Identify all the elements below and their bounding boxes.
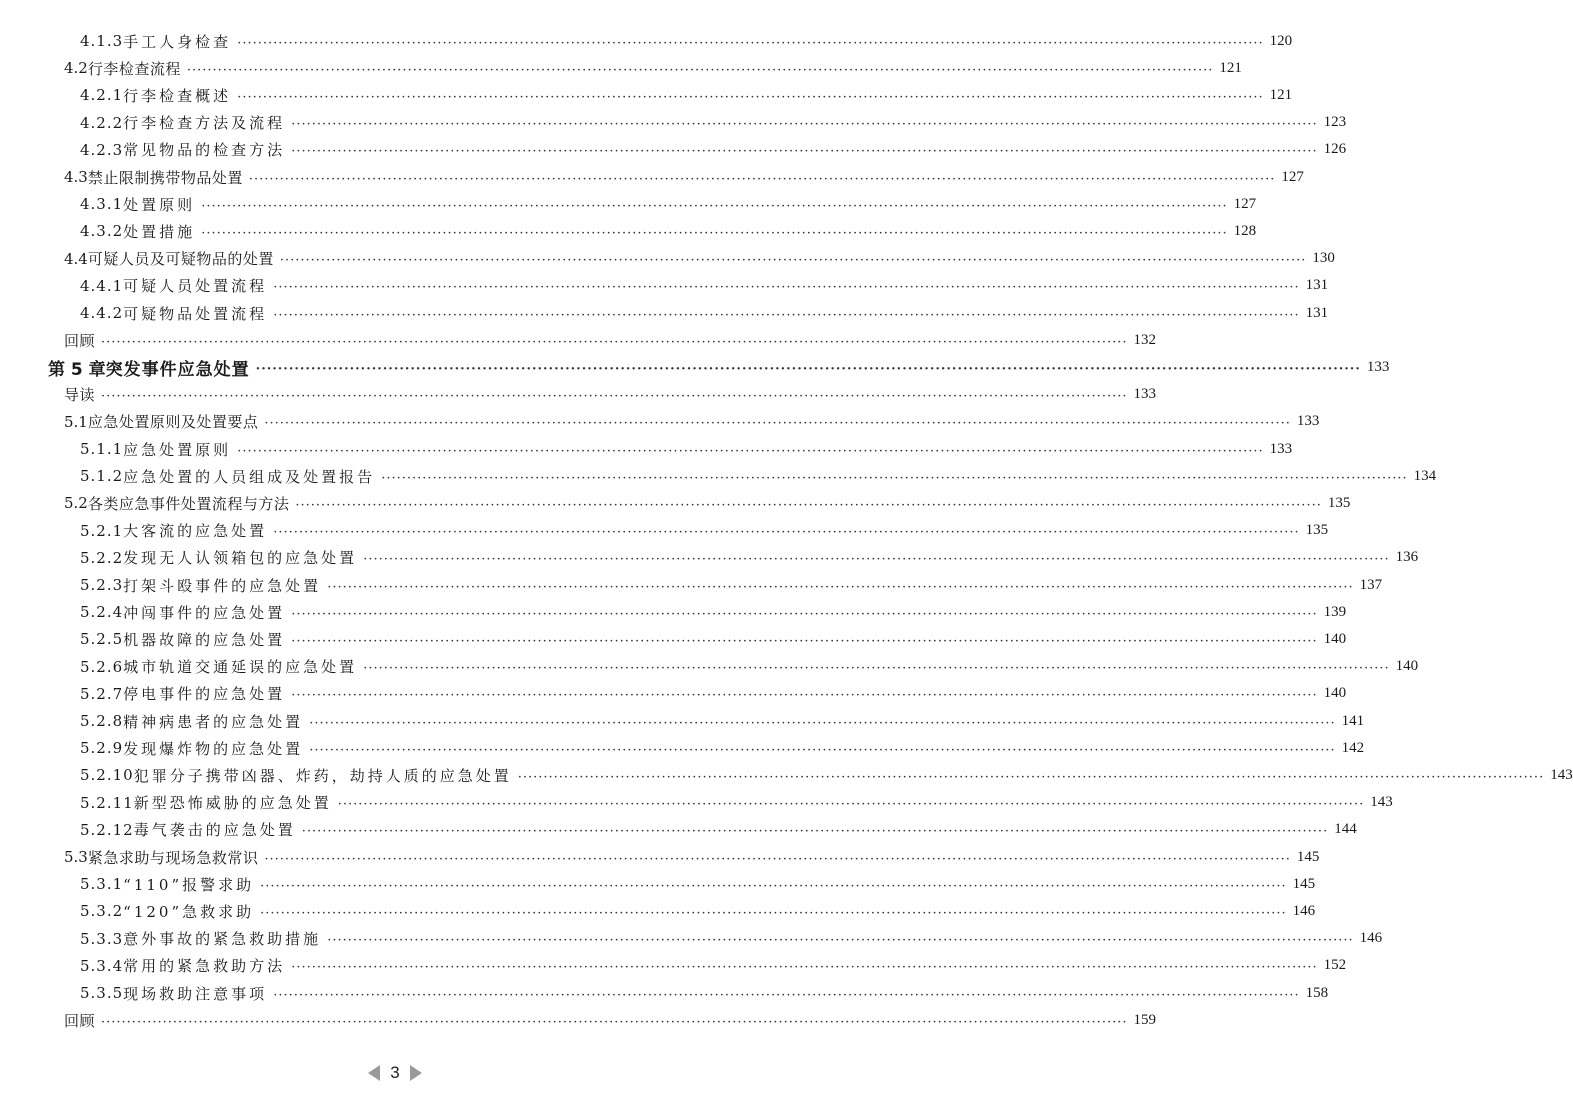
toc-entry[interactable] xyxy=(80,709,1365,733)
dot-leader: ········································································································································································································ xyxy=(237,443,1264,459)
toc-entry-page: 121 xyxy=(1219,59,1242,76)
toc-entry[interactable] xyxy=(80,736,1365,760)
toc-entry-title: 发现爆炸物的应急处置 xyxy=(123,739,304,758)
dot-leader: ········································································································································································································ xyxy=(363,661,1390,677)
toc-entry-page: 120 xyxy=(1269,32,1293,49)
toc-entry-title: 回顾 xyxy=(64,331,96,350)
toc-entry-title: 应急处置原则 xyxy=(123,440,232,459)
toc-entry-page: 128 xyxy=(1233,222,1257,239)
toc-entry-page: 135 xyxy=(1305,522,1329,539)
toc-entry[interactable] xyxy=(80,219,1257,243)
toc-entry-page: 152 xyxy=(1323,957,1347,974)
toc-entry-number: 4.4.2 xyxy=(80,304,124,322)
toc-entry-title: 犯罪分子携带凶器、炸药，劫持人质的应急处置 xyxy=(133,766,512,785)
toc-entry-number: 5.3.2 xyxy=(80,902,124,921)
dot-leader: ········································································································································································································ xyxy=(186,62,1214,78)
toc-entry-title: 意外事故的紧急救助措施 xyxy=(123,930,322,949)
toc-entry-number: 4.1.3 xyxy=(80,32,124,50)
toc-entry-page: 133 xyxy=(1269,440,1293,457)
toc-entry[interactable] xyxy=(80,111,1347,135)
toc-entry-page: 140 xyxy=(1323,685,1347,702)
toc-entry-page: 144 xyxy=(1334,821,1357,838)
toc-entry[interactable] xyxy=(80,791,1393,815)
toc-entry-title: 各类应急事件处置流程与方法 xyxy=(87,494,290,513)
dot-leader: ········································································································································································································ xyxy=(327,579,1354,595)
toc-entry[interactable] xyxy=(80,437,1293,461)
toc-entry[interactable] xyxy=(80,818,1357,842)
toc-entry-page: 142 xyxy=(1341,739,1365,756)
toc-entry-title: “110”报警求助 xyxy=(123,875,255,894)
toc-entry-page: 141 xyxy=(1341,712,1365,729)
dot-leader: ········································································································································································································ xyxy=(291,606,1318,622)
toc-entry[interactable] xyxy=(64,165,1304,189)
toc-entry-number: 第 5 章 xyxy=(48,359,106,380)
toc-entry-number: 4.2.3 xyxy=(80,140,124,159)
toc-entry-title: 行李检查概述 xyxy=(123,86,232,105)
toc-entry-title: 新型恐怖威胁的应急处置 xyxy=(133,794,332,813)
toc-entry-page: 123 xyxy=(1323,114,1347,131)
dot-leader: ········································································································································································································ xyxy=(279,253,1307,269)
toc-entry-page: 146 xyxy=(1292,902,1316,919)
toc-entry[interactable] xyxy=(80,29,1293,53)
toc-entry-title: 导读 xyxy=(64,386,96,405)
toc-entry-page: 145 xyxy=(1296,848,1320,865)
toc-entry-number: 4.2.2 xyxy=(80,113,124,132)
toc-entry-page: 121 xyxy=(1269,86,1293,103)
dot-leader: ········································································································································································································ xyxy=(291,688,1318,704)
dot-leader: ········································································································································································································ xyxy=(291,117,1318,133)
toc-entry-title: 发现无人认领箱包的应急处置 xyxy=(123,549,358,568)
toc-entry-title: 毒气袭击的应急处置 xyxy=(133,821,296,840)
toc-entry-title: 处置原则 xyxy=(123,195,196,214)
toc-entry-number: 4.3.1 xyxy=(80,195,124,214)
dot-leader: ········································································································································································································ xyxy=(327,933,1354,949)
dot-leader: ········································································································································································································ xyxy=(291,633,1318,649)
toc-entry-title: 处置措施 xyxy=(123,222,196,241)
toc-entry-page: 143 xyxy=(1550,766,1573,783)
dot-leader: ········································································································································································································ xyxy=(273,525,1300,541)
toc-entry-title: 停电事件的应急处置 xyxy=(123,685,286,704)
toc-entry-number: 5.2.9 xyxy=(80,739,124,758)
toc-entry[interactable] xyxy=(80,192,1257,216)
toc-entry-number: 5.2.4 xyxy=(80,603,124,622)
toc-entry-title: 常见物品的检查方法 xyxy=(123,141,286,160)
toc-entry[interactable] xyxy=(64,1008,1156,1032)
toc-entry-number: 5.1.2 xyxy=(80,467,124,486)
toc-entry-title: 常用的紧急救助方法 xyxy=(123,957,286,976)
dot-leader: ········································································································································································································ xyxy=(517,769,1545,785)
toc-entry-number: 4.4 xyxy=(64,249,88,268)
toc-entry-title: 行李检查方法及流程 xyxy=(123,114,286,133)
dot-leader: ········································································································································································································ xyxy=(260,905,1287,921)
toc-entry-number: 4.2 xyxy=(64,59,88,78)
dot-leader: ········································································································································································································ xyxy=(291,144,1318,160)
toc-entry-title: 冲闯事件的应急处置 xyxy=(123,603,286,622)
toc-entry-number: 4.4.1 xyxy=(80,276,124,295)
toc-entry-number: 4.2.1 xyxy=(80,86,124,105)
toc-entry[interactable] xyxy=(64,56,1242,80)
toc-entry-page: 143 xyxy=(1370,794,1393,811)
toc-entry-title: 应急处置的人员组成及处置报告 xyxy=(123,467,376,486)
toc-entry[interactable] xyxy=(64,247,1335,271)
toc-entry-number: 5.3 xyxy=(64,848,88,866)
toc-entry-title: 应急处置原则及处置要点 xyxy=(87,413,259,432)
toc-entry-page: 133 xyxy=(1366,358,1390,375)
toc-entry[interactable] xyxy=(80,600,1347,624)
toc-entry-page: 130 xyxy=(1312,250,1335,267)
dot-leader: ········································································································································································································ xyxy=(273,307,1300,323)
toc-entry-title: 现场救助注意事项 xyxy=(123,984,268,1003)
toc-entry[interactable] xyxy=(80,627,1347,651)
toc-entry-number: 5.2.7 xyxy=(80,684,124,703)
toc-entry-number: 5.3.3 xyxy=(80,929,124,948)
toc-entry[interactable] xyxy=(80,573,1383,597)
toc-entry[interactable] xyxy=(80,655,1419,679)
dot-leader: ········································································································································································································ xyxy=(273,280,1300,296)
toc-entry-page: 127 xyxy=(1281,168,1304,185)
dot-leader: ········································································································································································································ xyxy=(255,361,1361,377)
dot-leader: ········································································································································································································ xyxy=(201,198,1228,214)
toc-entry[interactable] xyxy=(80,83,1293,107)
toc-entry-number: 5.2.6 xyxy=(80,657,124,676)
toc-entry-title: “120”急救求助 xyxy=(123,902,255,921)
dot-leader: ········································································································································································································ xyxy=(295,497,1322,513)
toc-entry-number: 4.3.2 xyxy=(80,222,124,241)
dot-leader: ········································································································································································································ xyxy=(309,715,1336,731)
toc-entry-number: 5.2.10 xyxy=(80,766,134,785)
toc-entry[interactable] xyxy=(80,519,1329,543)
toc-entry-title: 突发事件应急处置 xyxy=(105,359,250,380)
dot-leader: ········································································································································································································ xyxy=(101,1014,1128,1030)
triangle-right-icon[interactable] xyxy=(410,1065,422,1081)
dot-leader: ········································································································································································································ xyxy=(301,824,1329,840)
toc-entry[interactable] xyxy=(80,301,1329,325)
toc-entry-title: 城市轨道交通延误的应急处置 xyxy=(123,658,358,677)
toc-entry[interactable] xyxy=(80,546,1419,570)
toc-entry-page: 126 xyxy=(1323,141,1347,158)
page-number: 3 xyxy=(390,1063,400,1082)
toc-entry-title: 可疑人员及可疑物品的处置 xyxy=(87,250,274,269)
toc-entry-number: 5.3.4 xyxy=(80,956,124,975)
toc-entry-title: 可疑物品处置流程 xyxy=(123,304,268,323)
toc-entry[interactable] xyxy=(64,845,1320,869)
toc-entry-page: 140 xyxy=(1323,630,1347,647)
toc-entry-title: 机器故障的应急处置 xyxy=(123,630,286,649)
toc-entry[interactable] xyxy=(64,328,1156,352)
toc-entry-title: 打架斗殴事件的应急处置 xyxy=(123,576,322,595)
toc-entry[interactable] xyxy=(80,954,1347,978)
toc-entry[interactable] xyxy=(80,899,1316,923)
page-footer xyxy=(0,1058,790,1088)
toc-entry-page: 139 xyxy=(1323,603,1347,620)
dot-leader: ········································································································································································································ xyxy=(248,171,1276,187)
toc-entry-number: 5.2.5 xyxy=(80,630,124,649)
toc-entry-number: 5.2 xyxy=(64,494,88,513)
toc-entry-title: 紧急求助与现场急救常识 xyxy=(87,848,259,867)
dot-leader: ········································································································································································································ xyxy=(381,470,1408,486)
dot-leader: ········································································································································································································ xyxy=(363,552,1390,568)
toc-entry-page: 145 xyxy=(1292,875,1316,892)
toc-entry[interactable] xyxy=(80,872,1316,896)
toc-entry-page: 132 xyxy=(1133,331,1156,348)
toc-entry[interactable] xyxy=(80,682,1347,706)
toc-entry[interactable] xyxy=(80,981,1329,1005)
toc-entry-page: 133 xyxy=(1296,413,1320,430)
dot-leader: ········································································································································································································ xyxy=(101,389,1128,405)
toc-entry[interactable] xyxy=(64,410,1320,434)
toc-entry[interactable] xyxy=(64,383,1156,407)
toc-entry-number: 4.3 xyxy=(64,168,88,186)
toc-entry-page: 146 xyxy=(1359,930,1383,947)
toc-entry-number: 5.3.1 xyxy=(80,875,124,894)
toc-entry[interactable] xyxy=(80,763,1573,787)
triangle-left-icon[interactable] xyxy=(368,1065,380,1081)
toc-entry-page: 131 xyxy=(1305,304,1329,321)
toc-entry-page: 134 xyxy=(1413,467,1437,484)
toc-entry[interactable] xyxy=(80,274,1329,298)
toc-entry-number: 5.2.2 xyxy=(80,548,124,567)
toc-entry-page: 135 xyxy=(1327,494,1351,511)
dot-leader: ········································································································································································································ xyxy=(260,878,1287,894)
toc-entry[interactable] xyxy=(64,491,1351,515)
toc-entry[interactable] xyxy=(80,138,1347,162)
toc-entry-page: 137 xyxy=(1359,576,1383,593)
toc-entry[interactable] xyxy=(80,464,1437,488)
dot-leader: ········································································································································································································ xyxy=(264,851,1291,867)
toc-entry-page: 158 xyxy=(1305,984,1329,1001)
dot-leader: ········································································································································································································ xyxy=(237,35,1264,51)
toc-entry-page: 140 xyxy=(1395,658,1419,675)
dot-leader: ········································································································································································································ xyxy=(309,742,1336,758)
toc-entry-number: 5.2.11 xyxy=(80,793,134,812)
dot-leader: ········································································································································································································ xyxy=(337,797,1365,813)
toc-entry-number: 5.3.5 xyxy=(80,984,124,1002)
dot-leader: ········································································································································································································ xyxy=(273,987,1300,1003)
dot-leader: ········································································································································································································ xyxy=(237,89,1264,105)
toc-entry-number: 5.2.12 xyxy=(80,820,134,839)
toc-entry-number: 5.1 xyxy=(64,412,88,431)
toc-entry-number: 5.1.1 xyxy=(80,440,124,458)
toc-entry-title: 手工人身检查 xyxy=(123,32,232,51)
dot-leader: ········································································································································································································ xyxy=(101,334,1128,350)
toc-entry-title: 大客流的应急处置 xyxy=(123,522,268,541)
toc-entry-page: 159 xyxy=(1133,1011,1156,1028)
toc-entry-number: 5.2.1 xyxy=(80,521,124,540)
toc-entry-title: 可疑人员处置流程 xyxy=(123,277,268,296)
toc-entry-title: 行李检查流程 xyxy=(87,59,181,78)
dot-leader: ········································································································································································································ xyxy=(201,225,1228,241)
toc-entry-title: 回顾 xyxy=(64,1011,96,1030)
toc-entry-number: 5.2.3 xyxy=(80,576,124,594)
toc-entry-page: 133 xyxy=(1133,386,1156,403)
toc-entry-page: 136 xyxy=(1395,549,1419,566)
toc-entry[interactable] xyxy=(48,355,1390,380)
dot-leader: ········································································································································································································ xyxy=(291,960,1318,976)
toc-entry[interactable] xyxy=(80,927,1383,951)
toc-entry-title: 禁止限制携带物品处置 xyxy=(87,168,243,187)
toc-entry-page: 127 xyxy=(1233,195,1257,212)
toc-entry-page: 131 xyxy=(1305,277,1329,294)
toc-entry-title: 精神病患者的应急处置 xyxy=(123,712,304,731)
dot-leader: ········································································································································································································ xyxy=(264,416,1291,432)
toc-entry-number: 5.2.8 xyxy=(80,712,124,730)
